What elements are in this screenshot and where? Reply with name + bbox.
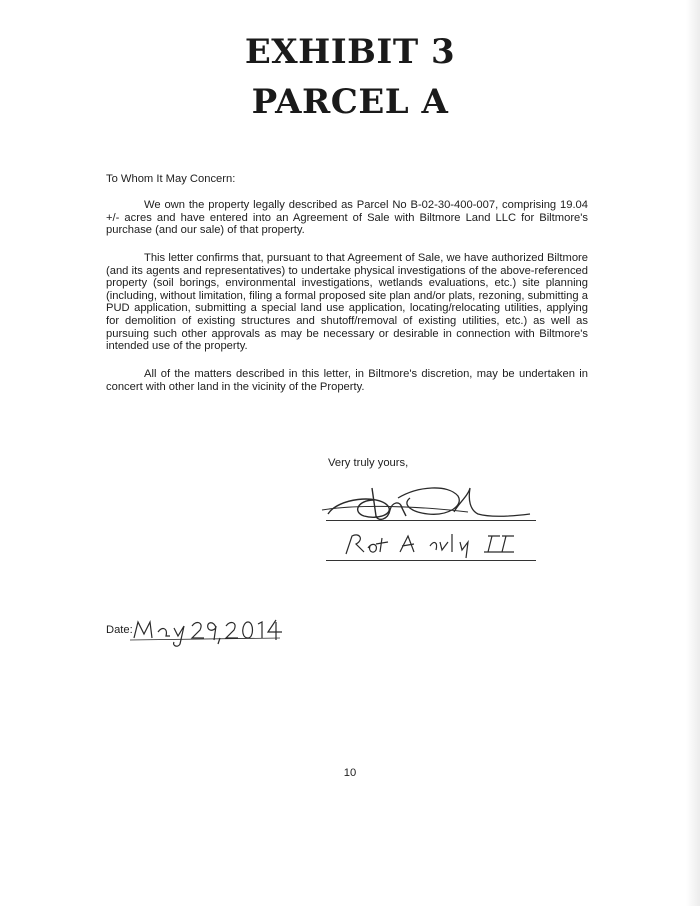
- parcel-heading: PARCEL A: [251, 82, 449, 122]
- salutation: To Whom It May Concern:: [106, 173, 236, 185]
- handwritten-printed-name: [338, 530, 538, 560]
- exhibit-heading: EXHIBIT 3: [244, 32, 456, 72]
- page-number: 10: [343, 767, 357, 779]
- closing-line: Very truly yours,: [328, 457, 409, 469]
- handwritten-date: [130, 614, 290, 648]
- paragraph-ownership: We own the property legally described as Parcel No B-02-30-400-007, comprising 19.04 +/- acres and have entered into an Agreement of Sale with Biltmore Land LLC for Biltmore's purchase (and our sale) of that property.: [106, 199, 588, 237]
- date-label: Date:: [106, 624, 133, 636]
- paragraph-concert-land: All of the matters described in this letter, in Biltmore's discretion, may be undertaken in concert with other land in the vicinity of the Property.: [106, 368, 588, 393]
- name-line: [326, 560, 536, 561]
- signature-line: [326, 520, 536, 521]
- paragraph-authorization: This letter confirms that, pursuant to that Agreement of Sale, we have authorized Biltmore (and its agents and representatives) to undertake physical investigations of the above-referenced property (soil borings, environmental investigations, wetlands evaluations, etc.) site planning (including, without limitation, filing a formal proposed site plan and/or plats, rezoning, submitting a PUD application, submitting a special land use application, locating/relocating utilities, applying for demolition of existing structures and shutoff/removal of existing utilities, etc.) as well as pursuing such other approvals as may be necessary or desirable in connection with Biltmore's intended use of the property.: [106, 252, 588, 353]
